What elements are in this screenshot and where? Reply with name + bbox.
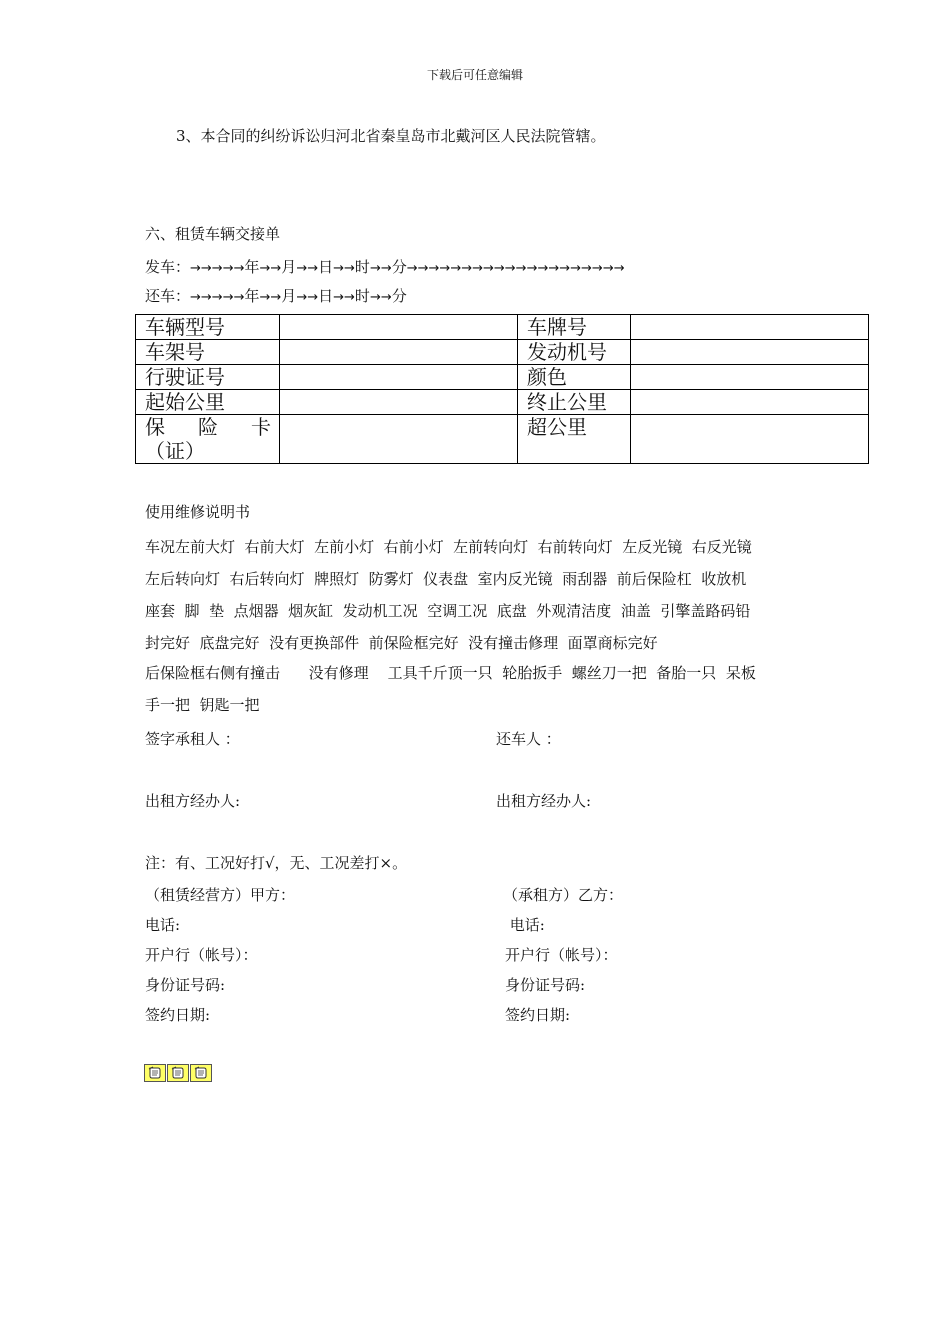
label-cell: 起始公里 [136, 390, 280, 415]
party-a-date: 签约日期: [145, 1006, 211, 1024]
label-cell: 行驶证号 [136, 365, 280, 390]
label-cell: 超公里 [518, 415, 631, 464]
manual-line: 座套 脚 垫 点烟器 烟灰缸 发动机工况 空调工况 底盘 外观清洁度 油盖 引擎盖路码铅 [145, 602, 751, 620]
table-row [136, 390, 869, 415]
manual-line: 手一把 钥匙一把 [145, 696, 260, 714]
manual-line: 车况左前大灯 右前大灯 左前小灯 右前小灯 左前转向灯 右前转向灯 左反光镜 右反光镜 [145, 538, 752, 556]
label-cell: 车牌号 [518, 315, 631, 340]
lessor-agent-label-right: 出租方经办人: [496, 792, 592, 810]
manual-line: 后保险框右侧有撞击 没有修理 工具千斤顶一只 轮胎扳手 螺丝刀一把 备胎一只 呆板 [145, 664, 756, 682]
table-row [136, 365, 869, 390]
value-cell[interactable] [280, 340, 518, 365]
scroll-icon [167, 1064, 189, 1082]
value-cell[interactable] [280, 315, 518, 340]
value-cell[interactable] [631, 415, 869, 464]
value-cell[interactable] [631, 315, 869, 340]
checkmark-note: 注：有、工况好打√，无、工况差打×。 [145, 854, 408, 872]
lessee-signature-label: 签字承租人 ： [145, 730, 240, 748]
label-cell: 车架号 [136, 340, 280, 365]
label-cell: 发动机号 [518, 340, 631, 365]
value-cell[interactable] [631, 390, 869, 415]
value-cell[interactable] [280, 390, 518, 415]
label-cell: 终止公里 [518, 390, 631, 415]
lessor-agent-label: 出租方经办人: [145, 792, 241, 810]
party-a-title: （租赁经营方）甲方： [145, 886, 296, 904]
manual-line: 左后转向灯 右后转向灯 牌照灯 防雾灯 仪表盘 室内反光镜 雨刮器 前后保险杠 收放机 [145, 570, 747, 588]
vehicle-handover-table [135, 314, 869, 464]
label-cell: 保 险 卡 （证） [136, 415, 280, 464]
table-row [136, 415, 869, 464]
section-title: 六、租赁车辆交接单 [145, 225, 281, 243]
party-b-title: （承租方）乙方： [503, 886, 624, 904]
value-cell[interactable] [631, 340, 869, 365]
page-header: 下载后可任意编辑 [426, 68, 523, 82]
return-label: 还车： [145, 287, 191, 305]
label-cell: 颜色 [518, 365, 631, 390]
value-cell[interactable] [631, 365, 869, 390]
value-cell[interactable] [280, 415, 518, 464]
party-b-phone: 电话: [505, 916, 545, 934]
decorative-icons [144, 1064, 213, 1082]
value-cell[interactable] [280, 365, 518, 390]
departure-time-row: 发车：→→→→→年→→月→→日→→时→→分→→→→→→→→→→→→→→→→→→→→ [145, 258, 625, 276]
departure-label: 发车： [145, 258, 191, 276]
party-a-phone: 电话: [145, 916, 181, 934]
scroll-icon [190, 1064, 212, 1082]
returner-label: 还车人 ： [496, 730, 561, 748]
return-time-row: 还车：→→→→→年→→月→→日→→时→→分 [145, 287, 407, 305]
party-a-id: 身份证号码: [145, 976, 226, 994]
party-b-date: 签约日期: [505, 1006, 571, 1024]
label-cell: 车辆型号 [136, 315, 280, 340]
party-a-bank: 开户行（帐号）： [145, 946, 258, 964]
party-b-id: 身份证号码: [505, 976, 586, 994]
jurisdiction-clause: 3、本合同的纠纷诉讼归河北省秦皇岛市北戴河区人民法院管辖。 [176, 127, 606, 145]
manual-line: 封完好 底盘完好 没有更换部件 前保险框完好 没有撞击修理 面罩商标完好 [145, 634, 658, 652]
manual-title: 使用维修说明书 [145, 503, 251, 521]
table-row [136, 315, 869, 340]
scroll-icon [144, 1064, 166, 1082]
table-row [136, 340, 869, 365]
party-b-bank: 开户行（帐号）： [505, 946, 618, 964]
